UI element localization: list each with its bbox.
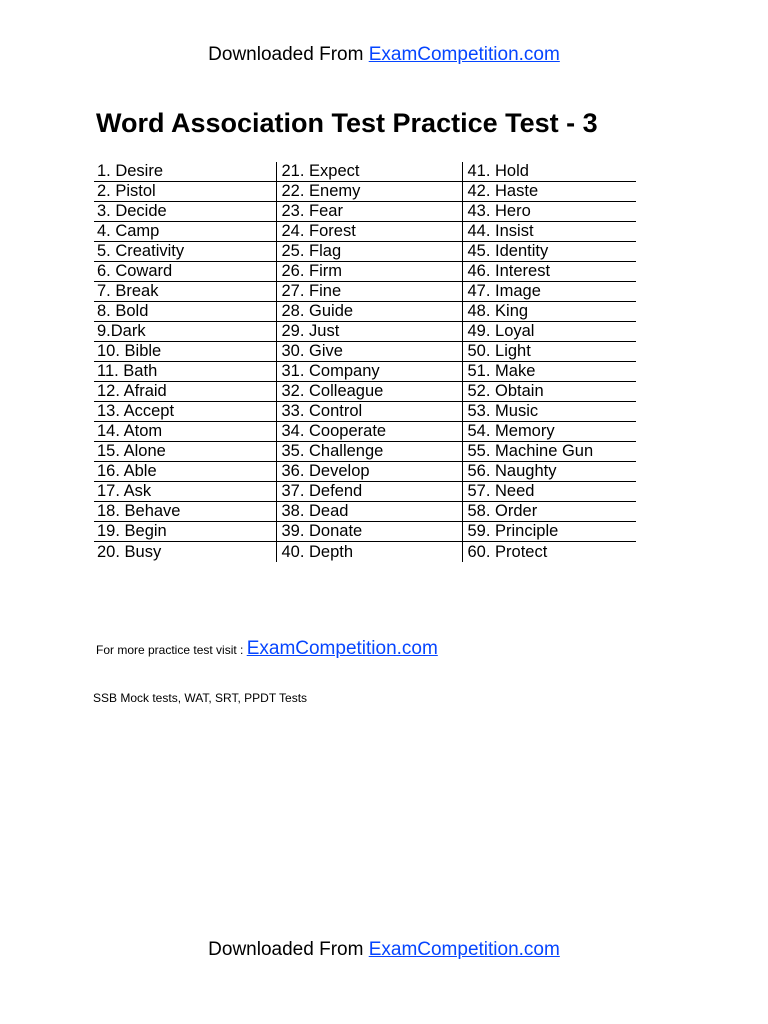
word-cell: 34. Cooperate: [276, 422, 462, 442]
word-cell: 46. Interest: [462, 262, 636, 282]
word-cell: 54. Memory: [462, 422, 636, 442]
footer-link[interactable]: ExamCompetition.com: [368, 939, 560, 960]
word-cell: 28. Guide: [276, 302, 462, 322]
table-row: [94, 342, 636, 362]
word-cell: 43. Hero: [462, 202, 636, 222]
word-cell: 22. Enemy: [276, 182, 462, 202]
word-cell: 57. Need: [462, 482, 636, 502]
word-cell: 56. Naughty: [462, 462, 636, 482]
word-cell: 29. Just: [276, 322, 462, 342]
word-cell: 55. Machine Gun: [462, 442, 636, 462]
word-cell: 59. Principle: [462, 522, 636, 542]
word-cell: 35. Challenge: [276, 442, 462, 462]
word-cell: 18. Behave: [94, 502, 276, 522]
word-cell: 52. Obtain: [462, 382, 636, 402]
word-cell: 50. Light: [462, 342, 636, 362]
word-cell: 20. Busy: [97, 542, 162, 561]
word-cell: 39. Donate: [276, 522, 462, 542]
word-cell: 11. Bath: [94, 362, 276, 382]
word-cell: 10. Bible: [94, 342, 276, 362]
page-header: [0, 44, 768, 66]
word-cell: 6. Coward: [94, 262, 276, 282]
table-row: [94, 382, 636, 402]
table-row: [94, 542, 636, 562]
word-cell: 32. Colleague: [276, 382, 462, 402]
page-footer: [0, 939, 768, 961]
table-row: [94, 302, 636, 322]
word-cell: 5. Creativity: [94, 242, 276, 262]
table-row: [94, 502, 636, 522]
word-cell: 44. Insist: [462, 222, 636, 242]
word-cell: 41. Hold: [462, 162, 636, 182]
word-cell: 48. King: [462, 302, 636, 322]
word-table: [94, 162, 636, 562]
word-cell: 40. Depth: [276, 542, 462, 562]
word-cell: 30. Give: [276, 342, 462, 362]
table-row: [94, 162, 636, 182]
word-cell: 45. Identity: [462, 242, 636, 262]
table-row: [94, 262, 636, 282]
word-cell: 23. Fear: [276, 202, 462, 222]
word-cell: 26. Firm: [276, 262, 462, 282]
word-cell: 53. Music: [462, 402, 636, 422]
word-cell: 37. Defend: [276, 482, 462, 502]
word-cell: 31. Company: [276, 362, 462, 382]
word-cell: 15. Alone: [94, 442, 276, 462]
word-cell: 13. Accept: [94, 402, 276, 422]
table-row: [94, 222, 636, 242]
word-cell: 14. Atom: [94, 422, 276, 442]
word-cell: 47. Image: [462, 282, 636, 302]
header-link[interactable]: ExamCompetition.com: [368, 44, 560, 65]
table-row: [94, 462, 636, 482]
word-cell: 1. Desire: [94, 162, 276, 182]
word-cell: 12. Afraid: [94, 382, 276, 402]
header-prefix: Downloaded From: [208, 44, 369, 65]
more-practice-text: For more practice test visit :: [96, 643, 247, 657]
word-cell: 27. Fine: [276, 282, 462, 302]
ssb-tests-text: SSB Mock tests, WAT, SRT, PPDT Tests: [93, 691, 308, 705]
word-cell: 2. Pistol: [94, 182, 276, 202]
word-cell: 19. Begin: [94, 522, 276, 542]
word-rows: [94, 162, 636, 562]
word-cell: 60. Protect: [462, 542, 636, 562]
word-cell: 33. Control: [276, 402, 462, 422]
word-cell: 17. Ask: [94, 482, 276, 502]
word-cell: 36. Develop: [276, 462, 462, 482]
table-row: [94, 282, 636, 302]
page-title: Word Association Test Practice Test - 3: [96, 108, 598, 138]
table-row: [94, 242, 636, 262]
word-cell: 9.Dark: [94, 322, 276, 342]
table-row: [94, 422, 636, 442]
word-cell: 7. Break: [94, 282, 276, 302]
table-row: [94, 202, 636, 222]
word-cell: 3. Decide: [94, 202, 276, 222]
word-cell: 58. Order: [462, 502, 636, 522]
word-cell: 4. Camp: [94, 222, 276, 242]
word-cell: 42. Haste: [462, 182, 636, 202]
word-cell: 24. Forest: [276, 222, 462, 242]
word-cell: 25. Flag: [276, 242, 462, 262]
word-cell: 16. Able: [94, 462, 276, 482]
word-cell: 38. Dead: [276, 502, 462, 522]
table-row: [94, 482, 636, 502]
table-row: [94, 182, 636, 202]
word-cell: 8. Bold: [94, 302, 276, 322]
table-row: [94, 442, 636, 462]
more-practice-line: [96, 638, 438, 660]
word-cell: 21. Expect: [276, 162, 462, 182]
table-row: [94, 402, 636, 422]
word-cell: 49. Loyal: [462, 322, 636, 342]
table-row: [94, 522, 636, 542]
word-cell: 51. Make: [462, 362, 636, 382]
table-row: [94, 362, 636, 382]
table-row: [94, 322, 636, 342]
footer-prefix: Downloaded From: [208, 939, 369, 960]
more-practice-link[interactable]: ExamCompetition.com: [246, 638, 438, 659]
